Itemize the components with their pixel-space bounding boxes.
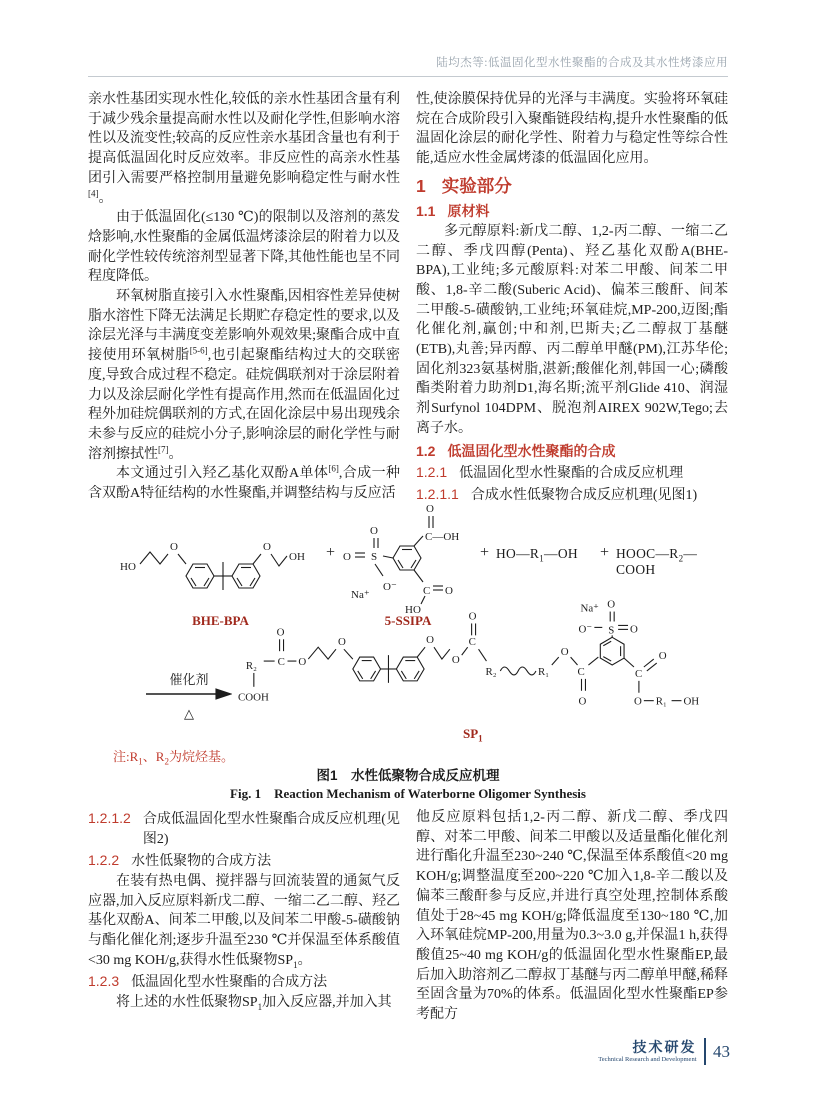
atom-label: O (337, 636, 346, 649)
atom-label: OH (289, 551, 305, 563)
section-heading-1-2 (416, 441, 728, 461)
atom-label: O⁻ (383, 581, 397, 593)
atom-label: O (263, 541, 271, 553)
heading-title: 低温固化型水性聚酯的合成 (447, 442, 616, 459)
atom-label: O (445, 585, 453, 597)
atom-label: O (451, 654, 460, 667)
paragraph: 多元醇原料:新戊二醇、1,2-丙二醇、一缩二乙二醇、季戊四醇(Penta)、羟乙基化双酚A(BHE-BPA),工业纯;多元酸原料:对苯二甲酸、间苯二甲酸、1,8-辛二酸(Suberic Acid)、偏苯三酸酐、间苯二甲酸-5-磺酸钠,工业纯;环氧硅烷,MP-200,迈图;酯化催化剂,赢创;中和剂,巴斯夫;乙二醇叔丁基醚(ETB),丸善;异丙醇、丙二醇单甲醚(PM),江苏华伦;固化剂323氨基树脂,湛新;酸催化剂,韩国一心;磷酸酯类附着力助剂D1,海名斯;流平剂Glide 410、润湿剂Surfynol 104DPM、脱泡剂AIREX 902W,Tego;去离子水。 (416, 223, 728, 436)
heading-number: 1.2.3 (88, 972, 120, 989)
atom-label: R₂ (485, 665, 497, 678)
benzene-ring (396, 657, 424, 681)
heading-number: 1.2.1.1 (416, 485, 459, 502)
heading-title: 实验部分 (441, 175, 512, 196)
paragraph: 环氧树脂直接引入水性聚酯,因相容性差异使树脂水溶性下降无法满足长期贮存稳定性的要求,以及涂层光泽与丰满度变差影响外观效果;聚酯合成中直接使用环氧树脂[5-6],也引起聚酯结构过大的交联密度,导致合成过程不稳定。硅烷偶联剂对于涂层附着力以及涂层耐化学性有提高作用,然而在低温固化过程外加硅烷偶联剂的方式,在固化涂层中易出现残余未参与反应的硅烷小分子,影响涂层的耐化学性与耐溶剂擦拭性[7]。 (88, 289, 401, 462)
heading-number: 1 (416, 175, 426, 196)
heading-title: 低温固化型水性聚酯的合成反应机理 (459, 465, 684, 481)
atom-label: Na⁺ (580, 602, 599, 615)
benzene-ring (186, 564, 214, 588)
atom-label: O (468, 610, 477, 623)
section-heading-1-2-1-2 (88, 808, 400, 850)
atom-label: O (276, 626, 285, 639)
catalyst-label: 催化剂 (169, 672, 209, 687)
sp1-product-structure (238, 595, 728, 744)
figure-1 (88, 500, 728, 800)
atom-label: R₁ (655, 695, 667, 708)
atom-label: Na⁺ (351, 589, 370, 601)
page-number: 43 (713, 1041, 730, 1061)
atom-label: HO (405, 604, 421, 616)
heading-title: 原材料 (447, 202, 490, 219)
section-heading-1-2-3 (88, 971, 400, 993)
heading-title: 合成低温固化型水性聚酯合成反应机理(见图2) (142, 812, 400, 847)
heading-title: 低温固化型水性聚酯的合成方法 (131, 974, 328, 990)
plus-sign: + (326, 544, 336, 561)
polymer-wavy-bond (500, 667, 536, 675)
paragraph: 性,使涂膜保持优异的光泽与丰满度。实验将环氧硅烷在合成阶段引入聚酯链段结构,提升水性聚酯的低温固化涂层的耐化学性、附着力与稳定性等综合性能,适应水性金属烤漆的低温固化应用。 (416, 92, 728, 167)
page-footer (598, 1038, 730, 1065)
atom-label: O (607, 598, 616, 611)
atom-label: O⁻ (578, 623, 593, 636)
plus-sign: + (480, 544, 490, 561)
atom-label: C (277, 656, 285, 669)
atom-label: O (633, 695, 642, 708)
paragraph: 将上述的水性低聚物$SP_1$加入反应器,并加入其 (116, 994, 392, 1012)
structure-label-sp1: $SP_1$ (463, 726, 483, 744)
left-column-top (88, 90, 400, 504)
footer-divider (704, 1038, 707, 1065)
paragraph: 他反应原料包括1,2-丙二醇、新戊二醇、季戊四醇、对苯二甲酸、间苯二甲酸以及适量酯化催化剂进行酯化升温至230~240 ℃,保温至体系酸值<20 mg KOH/g;调整温度至200~220 ℃加入1,8-辛二酸以及偏苯三酸酐参与反应,并进行真空处理,控制体系酸值处于28~45 mg KOH/g;降低温度至130~180 ℃,加入环氧硅烷MP-200,用量为0.3~3.0 g,并保温1 h,获得酸值25~40 mg KOH/g的低温固化型水性聚酯EP,最后加入助溶剂乙二醇叔丁基醚与丙二醇单甲醚,稀释至固含量为70%的体系。低温固化型水性聚酯EP参考配方 (416, 810, 728, 1023)
section-heading-1 (416, 175, 728, 197)
footer-section-en: Technical Research and Development (598, 1056, 697, 1063)
structure-label-ssipa: 5-SSIPA (384, 613, 432, 628)
paragraph: 由于低温固化(≤130 ℃)的限制以及溶剂的蒸发焓影响,水性聚酯的金属低温烤漆涂层的附着力以及耐化学性较传统溶剂型显著下降,其他性能也呈不同程度降低。 (88, 210, 400, 285)
running-header: 陆均杰等:低温固化型水性聚酯的合成及其水性烤漆应用 (436, 57, 728, 69)
paragraph: 在装有热电偶、搅拌器与回流装置的通氮气反应器,加入反应原料新戊二醇、一缩二乙二醇、羟乙基化双酚A、间苯二甲酸,以及间苯二甲酸-5-磺酸钠与酯化催化剂;逐步升温至230 ℃并保温至体系酸值<30 mg KOH/g,获得水性低聚物$SP_1$。 (88, 874, 400, 970)
figure-caption-en: Fig. 1 Reaction Mechanism of Waterborne Oligomer Synthesis (230, 786, 586, 801)
atom-label: O (426, 634, 434, 647)
atom-label: O (426, 503, 434, 515)
footer-section-cn: 技术研发 (632, 1039, 697, 1055)
plus-sign: + (600, 544, 610, 561)
atom-label: S (371, 551, 378, 563)
left-column-bottom (88, 808, 400, 1012)
header-rule (88, 76, 728, 77)
structure-label-bhe-bpa: BHE-BPA (192, 613, 249, 628)
atom-label: O (370, 525, 378, 537)
atom-label: S (608, 624, 615, 637)
atom-label: COOH (238, 691, 269, 704)
reaction-arrow (146, 672, 232, 721)
figure-caption-cn: 图1 水性低聚物合成反应机理 (316, 768, 500, 783)
atom-label: C (423, 585, 431, 597)
atom-label: O (298, 656, 307, 669)
right-column-bottom (416, 808, 728, 1025)
atom-label: R₂ (245, 659, 257, 672)
atom-label: C (468, 636, 476, 649)
atom-label: O (343, 551, 351, 563)
benzene-ring (600, 637, 624, 665)
right-column-top (416, 90, 728, 506)
atom-label: O (578, 695, 587, 708)
atom-label: O (630, 623, 638, 636)
heading-number: 1.2 (416, 442, 436, 459)
benzene-ring (232, 564, 260, 588)
arrow-icon (146, 688, 232, 702)
atom-label: HO (120, 561, 136, 573)
heading-number: 1.2.2 (88, 852, 120, 868)
heading-title: 水性低聚物的合成方法 (131, 854, 272, 869)
atom-label: C (577, 665, 585, 678)
heading-number: 1.2.1 (416, 463, 448, 480)
heading-title: 合成水性低聚物合成反应机理(见图1) (470, 487, 698, 503)
paragraph: 亲水性基团实现水性化,较低的亲水性基团含量有利于减少残余量提高耐水性以及耐化学性,但影响水溶性以及流变性;较高的反应性亲水基团含量也有利于提高低温固化时反应效率。非反应性的高亲水性基团引入需要严格控制用量避免影响稳定性与耐水性[4]。 (88, 92, 400, 206)
atom-label: OH (683, 695, 700, 708)
paragraph: 本文通过引入羟乙基化双酚A单体[6],合成一种含双酚A特征结构的水性聚酯,并调整结构与反应活 (88, 463, 400, 502)
section-heading-1-1 (416, 201, 728, 221)
heading-number: 1.2.1.2 (88, 810, 131, 826)
section-heading-1-2-2 (88, 850, 400, 872)
atom-label: O (560, 646, 569, 659)
heading-number: 1.1 (416, 202, 436, 219)
heat-delta-symbol: △ (184, 706, 194, 721)
diol-formula: $HO—R_1—OH$ (496, 546, 578, 564)
footer-section-labels (598, 1039, 696, 1064)
atom-label: O (170, 541, 178, 553)
atom-label: C (634, 667, 643, 680)
benzene-ring (353, 657, 381, 681)
atom-label: O (658, 650, 667, 663)
section-heading-1-2-1 (416, 462, 728, 484)
atom-label: R₁ (537, 665, 549, 678)
diacid-formula: $HOOC—R_2—COOH$ (616, 546, 698, 577)
atom-label: C—OH (425, 531, 460, 543)
figure-note: 注$:R_1$、$R_2$为烷烃基。 (113, 749, 234, 767)
benzene-ring (393, 546, 421, 570)
